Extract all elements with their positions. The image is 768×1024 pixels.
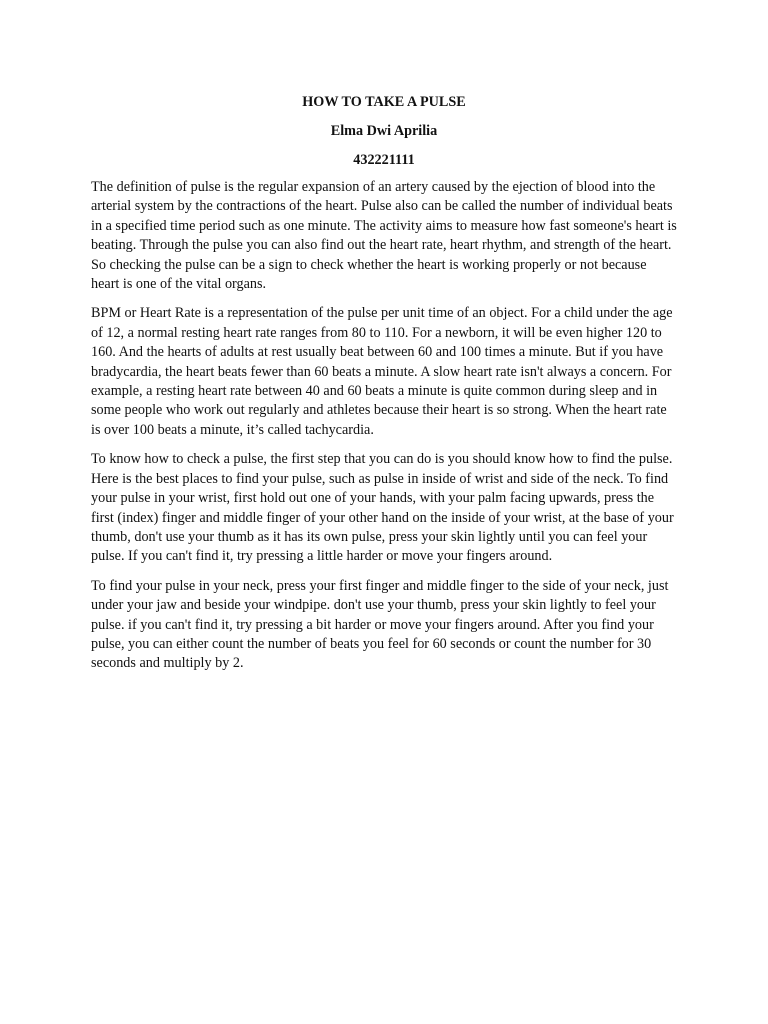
paragraph-wrist-pulse: To know how to check a pulse, the first step that you can do is you should know how to find the pulse. Here is the best places to find your pulse, such as pulse in inside of wrist and side of the neck. To find your pulse in your wrist, first hold out one of your hands, with your palm facing upwards, press the first (index) finger and middle finger of your other hand on the inside of your wrist, at the base of your thumb, don't use your thumb as it has its own pulse, press your skin lightly until you can feel your pulse. If you can't find it, try pressing a little harder or move your fingers around. xyxy=(91,451,674,565)
document-body xyxy=(91,93,677,674)
paragraph-pulse-definition: The definition of pulse is the regular expansion of an artery caused by the ejection of blood into the arterial system by the contractions of the heart. Pulse also can be called the number of individual beats in a specified time period such as one minute. The activity aims to measure how fast someone's heart is beating. Through the pulse you can also find out the heart rate, heart rhythm, and strength of the heart. So checking the pulse can be a sign to check whether the heart is working properly or not because heart is one of the vital organs. xyxy=(91,179,677,293)
paragraph-heart-rate: BPM or Heart Rate is a representation of the pulse per unit time of an object. For a child under the age of 12, a normal resting heart rate ranges from 80 to 110. For a newborn, it will be even higher 120 to 160. And the hearts of adults at rest usually beat between 60 and 100 times a minute. But if you have bradycardia, the heart beats fewer than 60 beats a minute. A slow heart rate isn't always a concern. For example, a resting heart rate between 40 and 60 beats a minute is quite common during sleep and in some people who work out regularly and athletes because their heart is so strong. When the heart rate is over 100 beats a minute, it’s called tachycardia. xyxy=(91,305,673,438)
author-name: Elma Dwi Aprilia xyxy=(330,123,438,139)
document-title: HOW TO TAKE A PULSE xyxy=(302,94,466,110)
paragraph-neck-pulse: To find your pulse in your neck, press your first finger and middle finger to the side of your neck, just under your jaw and beside your windpipe. don't use your thumb, press your skin lightly to feel your pulse. if you can't find it, try pressing a bit harder or move your fingers around. After you find your pulse, you can either count the number of beats you feel for 60 seconds or count the number for 30 seconds and multiply by 2. xyxy=(91,577,669,672)
student-id: 432221111 xyxy=(353,152,415,168)
